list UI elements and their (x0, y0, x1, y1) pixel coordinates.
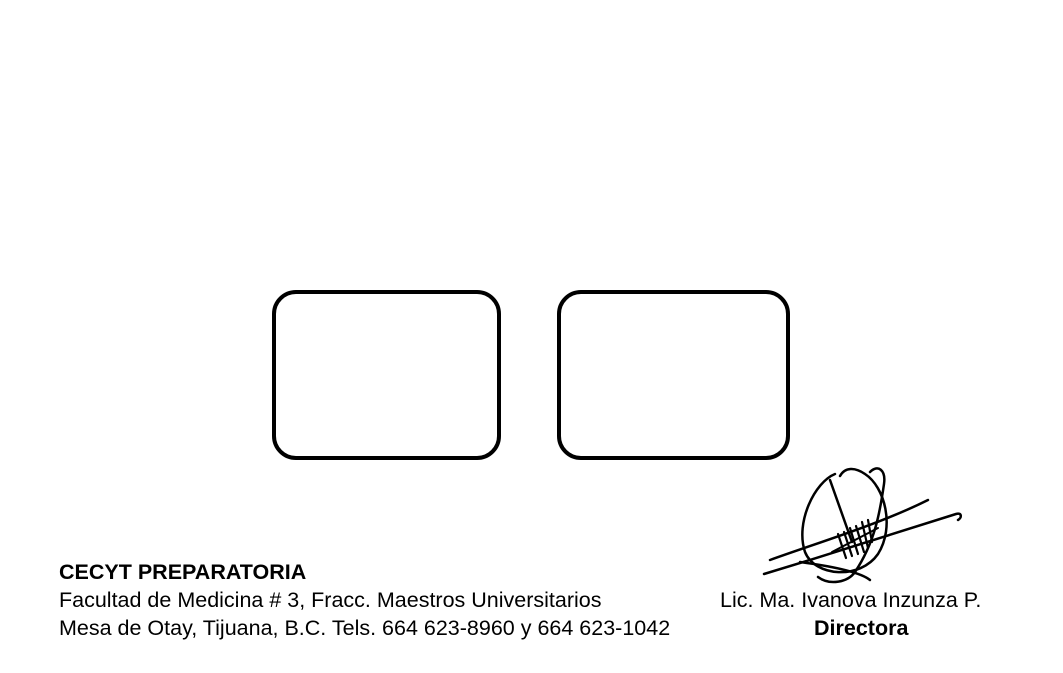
director-title: Directora (814, 616, 909, 640)
address-line-1: Facultad de Medicina # 3, Fracc. Maestros Universitarios (59, 588, 602, 612)
photo-frame-left (272, 290, 501, 460)
director-block (720, 586, 1012, 642)
director-signature (760, 462, 970, 590)
director-name: Lic. Ma. Ivanova Inzunza P. (720, 588, 982, 612)
institution-info (59, 558, 670, 642)
address-line-2: Mesa de Otay, Tijuana, B.C. Tels. 664 623-8960 y 664 623-1042 (59, 616, 671, 640)
institution-name: CECYT PREPARATORIA (59, 560, 307, 584)
photo-frame-right (557, 290, 790, 460)
